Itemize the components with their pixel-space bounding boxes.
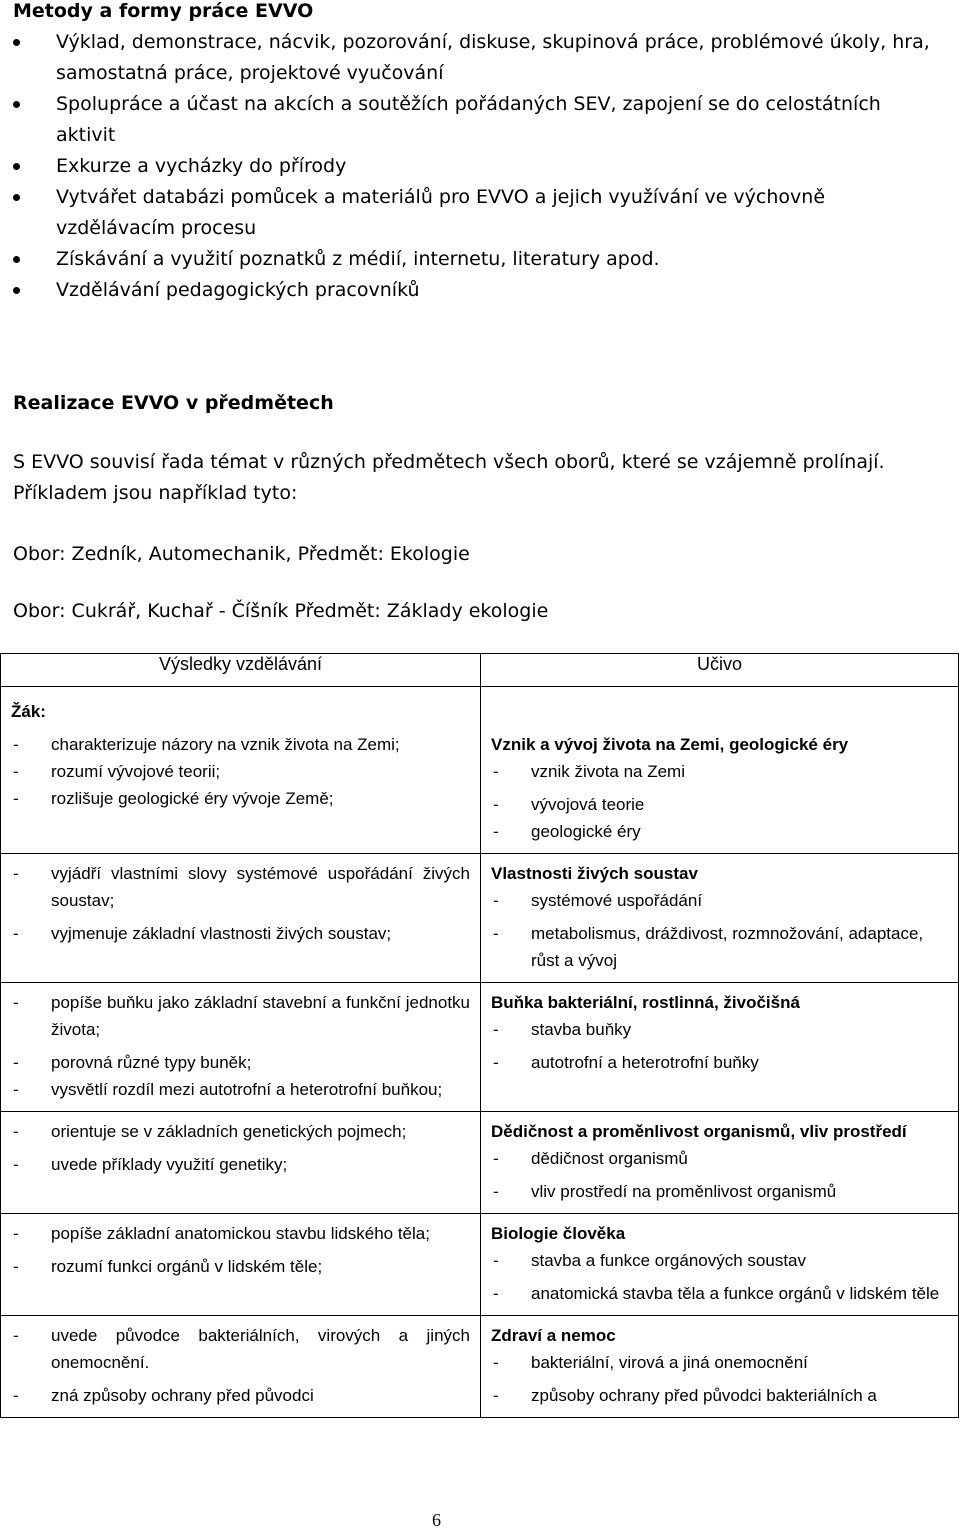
list-item: - popíše buňku jako základní stavební a funkční jednotku života; — [11, 989, 470, 1043]
list-item: - geologické éry — [491, 818, 948, 845]
topic-title: Vlastnosti živých soustav — [491, 864, 698, 883]
table-row — [1, 687, 959, 854]
student-label: Žák: — [11, 702, 46, 721]
list-item: - vyjmenuje základní vlastnosti živých soustav; — [11, 920, 470, 947]
methods-list — [0, 27, 940, 306]
list-item: Vzdělávání pedagogických pracovníků — [0, 275, 940, 306]
dash-marker: - — [493, 1149, 499, 1168]
topic-title: Vznik a vývoj života na Zemi, geologické éry — [491, 735, 849, 754]
list-item: - popíše základní anatomickou stavbu lidského těla; — [11, 1220, 470, 1247]
dash-marker: - — [13, 735, 19, 754]
content-cell — [481, 854, 959, 983]
bullet-icon — [13, 163, 20, 170]
list-item: Spolupráce a účast na akcích a soutěžích pořádaných SEV, zapojení se do celostátních aktivit — [0, 89, 940, 151]
table-row — [1, 1214, 959, 1316]
list-item: - způsoby ochrany před původci bakteriálních a — [491, 1382, 948, 1409]
curriculum-table — [0, 653, 959, 1418]
list-item: - rozumí vývojové teorii; — [11, 758, 470, 785]
list-item: - vliv prostředí na proměnlivost organismů — [491, 1178, 948, 1205]
topic-title: Dědičnost a proměnlivost organismů, vliv prostředí — [491, 1122, 907, 1141]
dash-marker: - — [13, 993, 19, 1012]
bullet-icon — [13, 39, 20, 46]
column-header-outcomes: Výsledky vzdělávání — [1, 654, 481, 687]
dash-marker: - — [13, 1257, 19, 1276]
outcomes-cell — [1, 854, 481, 983]
list-item: - orientuje se v základních genetických pojmech; — [11, 1118, 470, 1145]
topic-title: Zdraví a nemoc — [491, 1326, 616, 1345]
bullet-icon — [13, 256, 20, 263]
topic-title: Biologie člověka — [491, 1224, 626, 1243]
dash-marker: - — [493, 795, 499, 814]
outcomes-cell — [1, 687, 481, 854]
methods-heading: Metody a formy práce EVVO — [13, 0, 314, 22]
dash-marker: - — [13, 924, 19, 943]
list-item: - vznik života na Zemi — [491, 758, 948, 785]
content-cell — [481, 1112, 959, 1214]
dash-marker: - — [13, 762, 19, 781]
topic-title: Buňka bakteriální, rostlinná, živočišná — [491, 993, 800, 1012]
list-item: Výklad, demonstrace, nácvik, pozorování, diskuse, skupinová práce, problémové úkoly, hra, samostatná práce, projektové vyučování — [0, 27, 940, 89]
bullet-icon — [13, 194, 20, 201]
table-row — [1, 854, 959, 983]
bullet-icon — [13, 287, 20, 294]
table-row — [1, 983, 959, 1112]
outcomes-cell — [1, 983, 481, 1112]
list-item: Získávání a využití poznatků z médií, internetu, literatury apod. — [0, 244, 940, 275]
list-item: - autotrofní a heterotrofní buňky — [491, 1049, 948, 1076]
dash-marker: - — [493, 924, 499, 943]
dash-marker: - — [493, 1053, 499, 1072]
list-item: - zná způsoby ochrany před původci — [11, 1382, 470, 1409]
list-item: - vysvětlí rozdíl mezi autotrofní a heterotrofní buňkou; — [11, 1076, 470, 1103]
outcomes-cell — [1, 1112, 481, 1214]
list-item: - rozlišuje geologické éry vývoje Země; — [11, 785, 470, 812]
dash-marker: - — [13, 1122, 19, 1141]
dash-marker: - — [493, 1182, 499, 1201]
dash-marker: - — [13, 1155, 19, 1174]
table-row — [1, 1112, 959, 1214]
dash-marker: - — [13, 1386, 19, 1405]
list-item: - dědičnost organismů — [491, 1145, 948, 1172]
dash-marker: - — [13, 789, 19, 808]
list-item: - stavba a funkce orgánových soustav — [491, 1247, 948, 1274]
dash-marker: - — [13, 1326, 19, 1345]
dash-marker: - — [13, 1080, 19, 1099]
list-item: - vývojová teorie — [491, 791, 948, 818]
content-cell — [481, 687, 959, 854]
bullet-icon — [13, 101, 20, 108]
list-item: - anatomická stavba těla a funkce orgánů v lidském těle — [491, 1280, 948, 1307]
dash-marker: - — [493, 1020, 499, 1039]
outcomes-cell — [1, 1214, 481, 1316]
field-subject-line-2: Obor: Cukrář, Kuchař - Číšník Předmět: Základy ekologie — [13, 600, 549, 622]
content-cell — [481, 983, 959, 1112]
dash-marker: - — [13, 864, 19, 883]
list-item: - stavba buňky — [491, 1016, 948, 1043]
field-subject-line-1: Obor: Zedník, Automechanik, Předmět: Ekologie — [13, 543, 470, 565]
realization-heading: Realizace EVVO v předmětech — [13, 392, 334, 414]
page-number: 6 — [432, 1510, 441, 1530]
dash-marker: - — [13, 1224, 19, 1243]
dash-marker: - — [493, 762, 499, 781]
list-item: - porovná různé typy buněk; — [11, 1049, 470, 1076]
realization-paragraph: S EVVO souvisí řada témat v různých předmětech všech oborů, které se vzájemně prolínají. Příkladem jsou například tyto: — [13, 451, 885, 504]
outcomes-cell — [1, 1316, 481, 1418]
dash-marker: - — [493, 1353, 499, 1372]
list-item: Vytvářet databázi pomůcek a materiálů pro EVVO a jejich využívání ve výchovně vzdělávacím procesu — [0, 182, 940, 244]
content-cell — [481, 1214, 959, 1316]
list-item: - bakteriální, virová a jiná onemocnění — [491, 1349, 948, 1376]
dash-marker: - — [493, 822, 499, 841]
content-cell — [481, 1316, 959, 1418]
list-item: - systémové uspořádání — [491, 887, 948, 914]
dash-marker: - — [493, 1251, 499, 1270]
list-item: - rozumí funkci orgánů v lidském těle; — [11, 1253, 470, 1280]
list-item: - metabolismus, dráždivost, rozmnožování, adaptace, růst a vývoj — [491, 920, 948, 974]
list-item: - uvede původce bakteriálních, virových a jiných onemocnění. — [11, 1322, 470, 1376]
list-item: - vyjádří vlastními slovy systémové uspořádání živých soustav; — [11, 860, 470, 914]
dash-marker: - — [493, 891, 499, 910]
dash-marker: - — [493, 1386, 499, 1405]
list-item: - uvede příklady využití genetiky; — [11, 1151, 470, 1178]
list-item: Exkurze a vycházky do přírody — [0, 151, 940, 182]
table-header-row — [1, 654, 959, 687]
table-row — [1, 1316, 959, 1418]
dash-marker: - — [493, 1284, 499, 1303]
column-header-content: Učivo — [481, 654, 959, 687]
list-item: - charakterizuje názory na vznik života na Zemi; — [11, 731, 470, 758]
dash-marker: - — [13, 1053, 19, 1072]
